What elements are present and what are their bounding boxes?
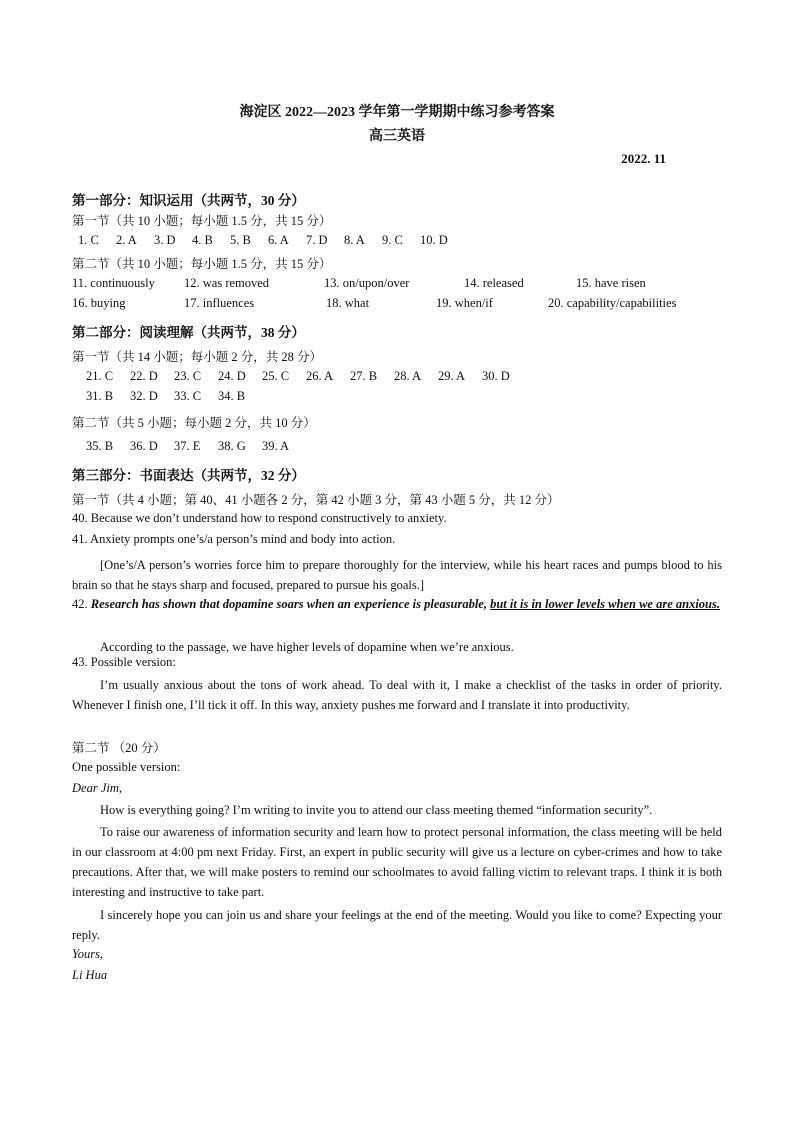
answer-item: 32. D	[130, 389, 158, 403]
part2-sec1-row2	[86, 389, 262, 404]
answer-item: 27. B	[350, 369, 378, 383]
part2-sec1-heading: 第一节（共 14 小题；每小题 2 分，共 28 分）	[72, 350, 323, 364]
q40-answer: 40. Because we don’t understand how to respond constructively to anxiety.	[72, 511, 447, 525]
sec2-label: One possible version:	[72, 760, 181, 774]
answer-item: 24. D	[218, 369, 246, 383]
page-subtitle: 高三英语	[369, 129, 425, 144]
answer-item: 14. released	[464, 276, 524, 290]
part1-sec2-row2	[72, 296, 708, 311]
part3-sec1-heading: 第一节（共 4 小题；第 40、41 小题各 2 分，第 42 小题 3 分，第 43 小题 5 分，共 12 分）	[72, 493, 560, 507]
letter-closing: Yours,	[72, 947, 104, 961]
part2-sec1-row1	[86, 369, 526, 384]
letter-salutation: Dear Jim,	[72, 781, 122, 795]
answer-item: 3. D	[154, 233, 176, 247]
answer-item: 8. A	[344, 233, 365, 247]
answer-item: 35. B	[86, 439, 114, 453]
q42-part2: but it is in lower levels when we are anxious.	[490, 597, 720, 611]
letter-paragraph-3: I sincerely hope you can join us and share your feelings at the end of the meeting. Would you like to come? Expecting your reply.	[72, 908, 722, 942]
answer-item: 37. E	[174, 439, 201, 453]
answer-item: 9. C	[382, 233, 403, 247]
answer-item: 30. D	[482, 369, 510, 383]
answer-item: 12. was removed	[184, 276, 270, 290]
answer-item: 10. D	[420, 233, 448, 247]
answer-item: 7. D	[306, 233, 328, 247]
answer-item: 11. continuously	[72, 276, 155, 290]
date: 2022. 11	[621, 151, 666, 166]
answer-item: 13. on/upon/over	[324, 276, 410, 290]
part2-heading: 第二部分：阅读理解（共两节，38 分）	[72, 325, 305, 340]
part3-sec2-heading: 第二节 （20 分）	[72, 741, 166, 755]
answer-item: 16. buying	[72, 296, 126, 310]
q42-note: According to the passage, we have higher levels of dopamine when we’re anxious.	[100, 640, 514, 654]
answer-item: 38. G	[218, 439, 246, 453]
part2-sec2-heading: 第二节（共 5 小题；每小题 2 分，共 10 分）	[72, 416, 316, 430]
answer-item: 6. A	[268, 233, 289, 247]
part1-sec1-answers	[78, 233, 460, 248]
answer-item: 39. A	[262, 439, 290, 453]
answer-item: 5. B	[230, 233, 251, 247]
part3-heading: 第三部分：书面表达（共两节，32 分）	[72, 468, 305, 483]
answer-item: 33. C	[174, 389, 202, 403]
q41-note: [One’s/A person’s worries force him to prepare thoroughly for the interview, while his heart races and pumps blood to his brain so that he stays sharp and focused, prepared to pursue his goals.]	[72, 558, 722, 592]
part1-heading: 第一部分：知识运用（共两节，30 分）	[72, 193, 305, 208]
answer-item: 15. have risen	[576, 276, 646, 290]
answer-item: 36. D	[130, 439, 158, 453]
part1-sec1-heading: 第一节（共 10 小题；每小题 1.5 分，共 15 分）	[72, 214, 332, 228]
answer-item: 31. B	[86, 389, 114, 403]
part1-sec2-heading: 第二节（共 10 小题；每小题 1.5 分，共 15 分）	[72, 257, 332, 271]
q43-label: 43. Possible version:	[72, 655, 176, 669]
q42-number: 42.	[72, 597, 91, 611]
answer-item: 17. influences	[184, 296, 255, 310]
q42-answer	[72, 594, 722, 614]
letter-paragraph-1: How is everything going? I’m writing to invite you to attend our class meeting themed “information security”.	[100, 803, 653, 817]
answer-item: 26. A	[306, 369, 334, 383]
q42-part1: Research has shown that dopamine soars when an experience is pleasurable,	[90, 597, 487, 611]
answer-item: 28. A	[394, 369, 422, 383]
part2-sec2-answers	[86, 439, 306, 454]
answer-item: 21. C	[86, 369, 114, 383]
answer-item: 4. B	[192, 233, 213, 247]
answer-item: 25. C	[262, 369, 290, 383]
answer-item: 2. A	[116, 233, 137, 247]
letter-paragraph-2: To raise our awareness of information security and learn how to protect personal information, the class meeting will be held in our classroom at 4:00 pm next Friday. First, an expert in public security will give us a lecture on cyber-crimes and how to take precautions. After that, we will make posters to remind our schoolmates to avoid falling victim to relevant traps. I think it is both interesting and instructive to take part.	[72, 825, 722, 899]
answer-item: 18. what	[326, 296, 370, 310]
answer-item: 19. when/if	[436, 296, 493, 310]
letter-signature: Li Hua	[72, 968, 108, 982]
answer-item: 23. C	[174, 369, 202, 383]
answer-item: 22. D	[130, 369, 158, 383]
part1-sec2-row1	[72, 276, 706, 291]
answer-item: 20. capability/capabilities	[548, 296, 677, 310]
q43-text: I’m usually anxious about the tons of work ahead. To deal with it, I make a checklist of the tasks in order of priority. Whenever I finish one, I’ll tick it off. In this way, anxiety pushes me forward and I translate it into productivity.	[72, 678, 722, 712]
answer-item: 29. A	[438, 369, 466, 383]
answer-item: 1. C	[78, 233, 99, 247]
page-title: 海淀区 2022—2023 学年第一学期期中练习参考答案	[239, 105, 555, 120]
answer-item: 34. B	[218, 389, 246, 403]
q41-answer: 41. Anxiety prompts one’s/a person’s mind and body into action.	[72, 532, 396, 546]
